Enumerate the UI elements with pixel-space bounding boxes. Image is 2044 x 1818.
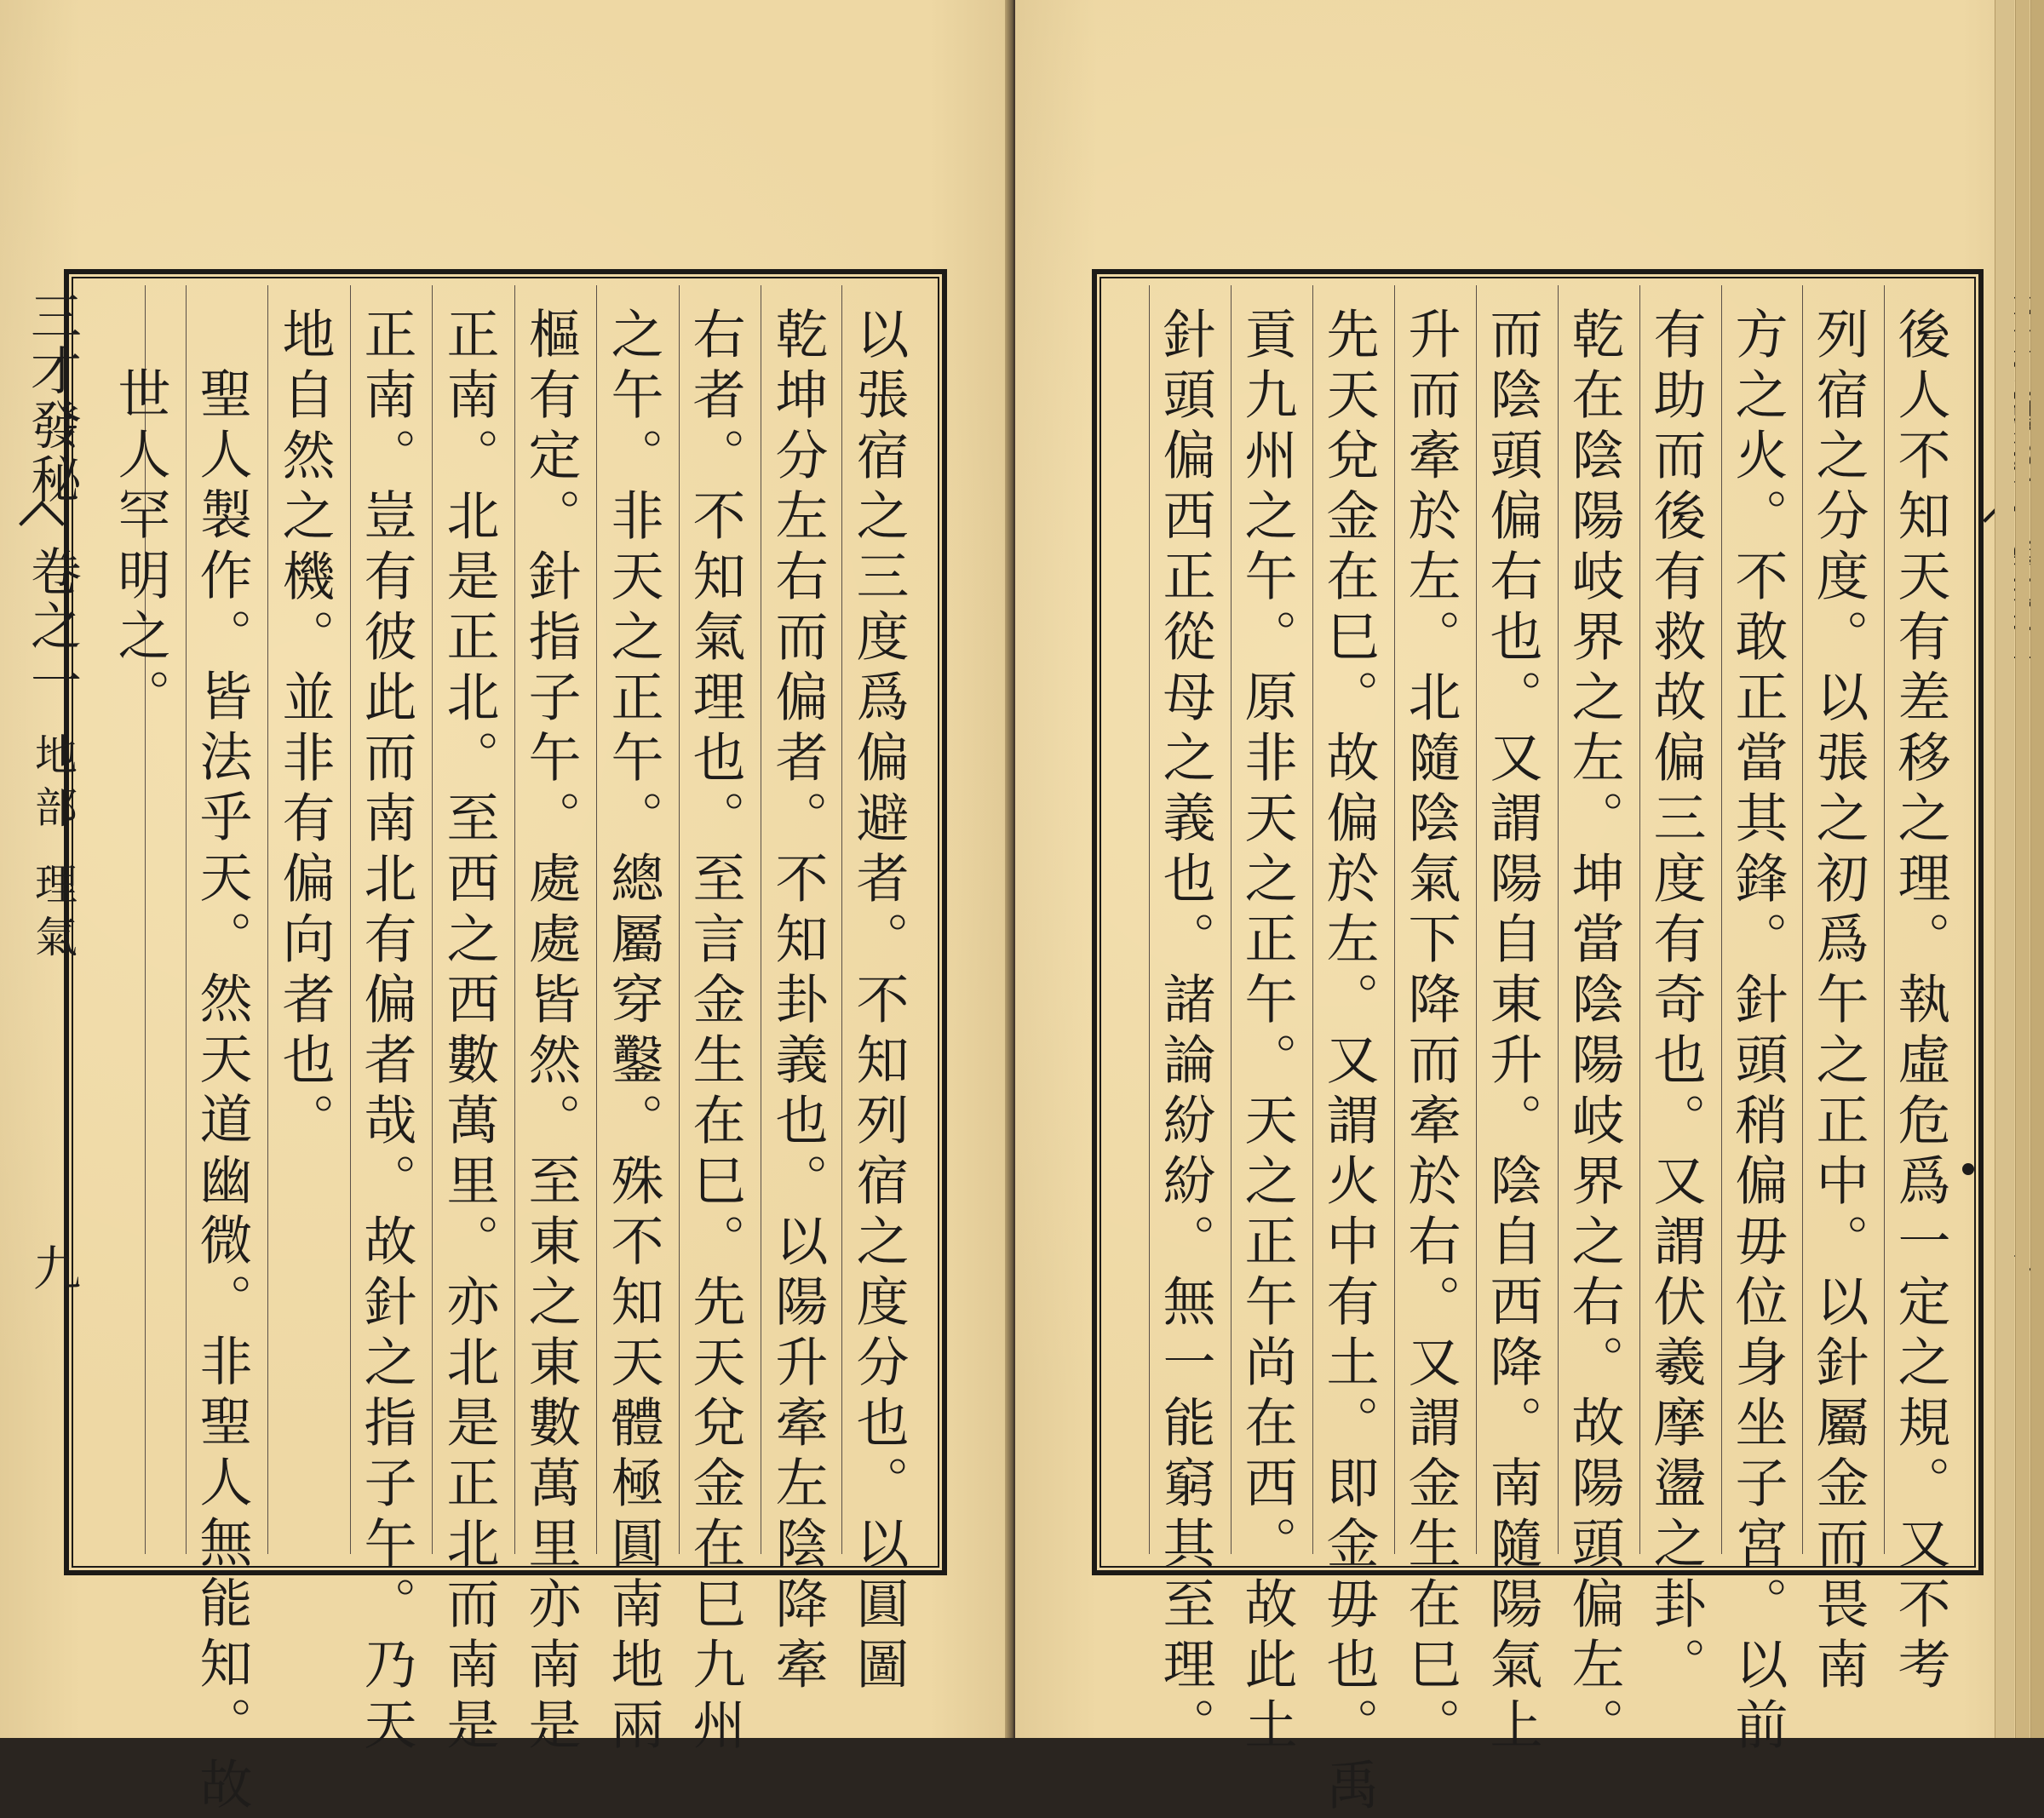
left-column-1: 以張宿之三度爲偏避者。不知列宿之度分也。以圓圖 bbox=[847, 307, 910, 1697]
left-margin-volume: 卷之一 bbox=[22, 545, 82, 708]
page-edge bbox=[1995, 0, 2014, 1738]
left-column-2: 乾坤分左右而偏者。不知卦義也。以陽升牽左陰降牽 bbox=[766, 307, 829, 1697]
right-column-5: 乾在陰陽岐界之左。坤當陰陽岐界之右。故陽頭偏左。 bbox=[1563, 307, 1625, 1758]
ink-spot bbox=[1962, 1163, 1974, 1175]
left-page bbox=[0, 0, 1009, 1817]
left-margin-section: 地部 理氣 bbox=[28, 732, 78, 967]
right-column-10: 針頭偏西正從母之義也。諸論紛紛。無一能窮其至理。 bbox=[1154, 307, 1216, 1758]
left-column-5: 樞有定。針指子午。處處皆然。至東之東數萬里亦南是 bbox=[520, 307, 582, 1758]
right-column-8: 先天兌金在巳。故偏於左。又謂火中有土。即金毋也。禹 bbox=[1318, 307, 1380, 1818]
right-column-1: 後人不知天有差移之理。執虛危爲一定之規。又不考 bbox=[1889, 307, 1951, 1697]
left-margin-page-number: 九 bbox=[26, 1243, 81, 1291]
right-column-4: 有助而後有救故偏三度有奇也。又謂伏羲摩盪之卦。 bbox=[1645, 307, 1707, 1697]
left-margin-title: 三才發秘 bbox=[22, 290, 82, 508]
left-column-10: 世人罕明之。 bbox=[109, 366, 171, 729]
left-column-3: 右者。不知氣理也。至言金生在巳。先天兌金在巳九州 bbox=[684, 307, 746, 1758]
fish-tail-mark bbox=[19, 501, 65, 547]
right-column-6: 而陰頭偏右也。又謂陽自東升。陰自西降。南隨陽氣上 bbox=[1481, 307, 1543, 1758]
page-edge bbox=[2030, 0, 2044, 1738]
right-page bbox=[1015, 0, 2044, 1818]
left-column-7: 正南。豈有彼此而南北有偏者哉。故針之指子午。乃天 bbox=[355, 307, 417, 1758]
right-column-7: 升而牽於左。北隨陰氣下降而牽於右。又謂金生在巳。 bbox=[1399, 307, 1461, 1758]
right-column-9: 貢九州之午。原非天之正午。天之正午尚在西。故此土 bbox=[1236, 307, 1298, 1758]
right-column-3: 方之火。不敢正當其鋒。針頭稍偏毋位身坐子宮。以前 bbox=[1726, 307, 1788, 1758]
left-column-4: 之午。非天之正午。總屬穿鑿。殊不知天體極圓南地兩 bbox=[602, 307, 664, 1758]
left-column-6: 正南。北是正北。至西之西數萬里。亦北是正北而南是 bbox=[438, 307, 500, 1758]
page-edge bbox=[2015, 0, 2030, 1738]
left-column-8: 地自然之機。並非有偏向者也。 bbox=[273, 307, 336, 1153]
right-column-2: 列宿之分度。以張之初爲午之正中。以針屬金而畏南 bbox=[1807, 307, 1869, 1697]
left-column-9: 聖人製作。皆法乎天。然天道幽微。非聖人無能知。故 bbox=[191, 366, 253, 1817]
